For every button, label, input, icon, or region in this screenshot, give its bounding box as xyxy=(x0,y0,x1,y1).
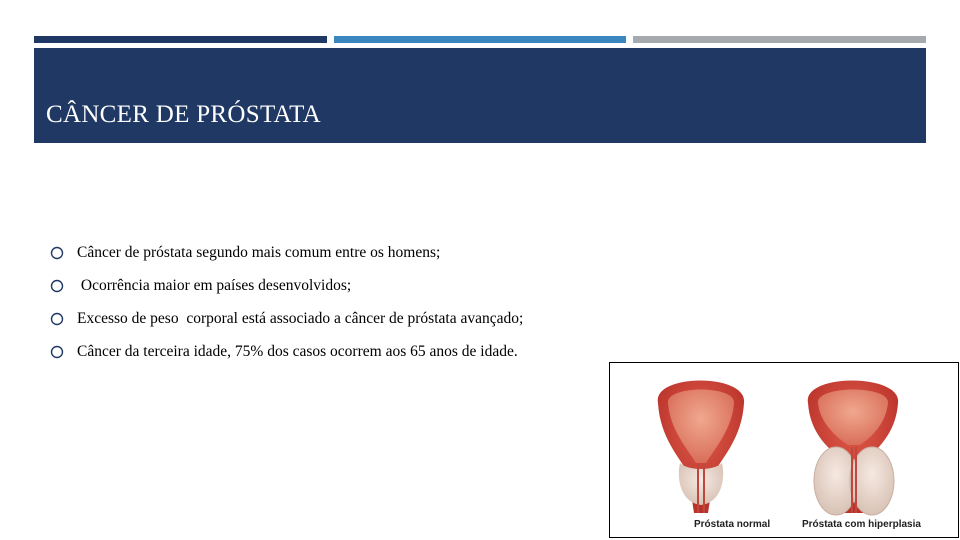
accent-bar-gray xyxy=(633,36,926,43)
caption-normal-prostate: Próstata normal xyxy=(694,519,771,530)
hyperplasia-prostate-drawing xyxy=(808,381,898,516)
bullet-text: Ocorrência maior em países desenvolvidos; xyxy=(77,276,352,294)
top-accent-bars xyxy=(34,36,926,43)
prostate-illustration xyxy=(609,362,959,538)
bullet-item xyxy=(50,269,523,302)
bullet-item xyxy=(50,335,523,368)
bullet-text: Câncer de próstata segundo mais comum entre os homens; xyxy=(77,243,441,261)
circle-outline-icon xyxy=(50,345,64,359)
normal-prostate-drawing xyxy=(658,381,744,514)
bullet-text: Excesso de peso corporal está associado a câncer de próstata avançado; xyxy=(77,309,524,327)
circle-outline-icon xyxy=(50,279,64,293)
bullet-list xyxy=(50,236,523,368)
bullet-item xyxy=(50,236,523,269)
bullet-item xyxy=(50,302,523,335)
accent-bar-dark-blue xyxy=(34,36,327,43)
bullet-text: Câncer da terceira idade, 75% dos casos ocorrem aos 65 anos de idade. xyxy=(77,342,518,360)
circle-outline-icon xyxy=(50,312,64,326)
title-banner xyxy=(34,48,926,143)
caption-hyperplasia-prostate: Próstata com hiperplasia xyxy=(802,519,921,530)
slide-title: CÂNCER DE PRÓSTATA xyxy=(46,101,322,128)
prostate-comparison-drawing xyxy=(610,363,959,538)
circle-outline-icon xyxy=(50,246,64,260)
accent-bar-light-blue xyxy=(334,36,626,43)
